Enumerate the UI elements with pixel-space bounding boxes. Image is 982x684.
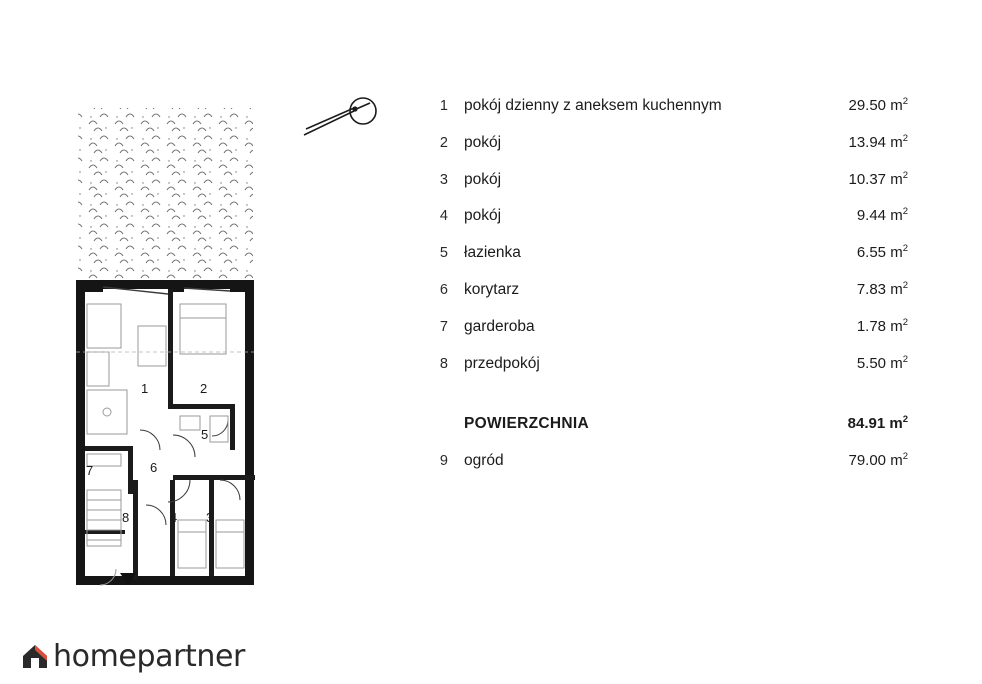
logo-text: homepartner [53,638,245,674]
legend-room-name: przedpokój [464,354,540,372]
legend-area-exponent: 2 [902,169,908,181]
legend-area [788,354,908,372]
legend-area-value: 10.37 [848,170,887,188]
legend-area-unit: m [890,280,903,298]
legend-area [788,243,908,261]
total-area-value [788,414,908,432]
legend-row [418,280,908,317]
garden-area [78,108,253,280]
legend-room-name: pokój dzienny z aneksem kuchennym [464,97,722,114]
total-area-label: POWIERZCHNIA [464,415,590,433]
legend-area-value: 5.50 [856,354,887,372]
total-area-row [418,414,908,451]
legend-row [418,243,908,280]
legend-area-unit: m [890,133,903,151]
legend-row [418,96,908,133]
legend-area-exponent: 2 [902,279,908,291]
room-number-7: 7 [86,463,94,478]
total-area-number: 84.91 [847,415,886,433]
legend-row [418,317,908,354]
legend-area-exponent: 2 [902,132,908,144]
legend-area [788,317,908,335]
legend-row [418,170,908,207]
room-number-3: 3 [206,510,214,525]
homepartner-logo [18,636,245,676]
legend-number: 4 [439,208,448,225]
room-legend [418,96,908,488]
legend-room-name: łazienka [464,244,521,262]
legend-row [418,354,908,391]
legend-area [788,280,908,298]
legend-area-exponent: 2 [902,96,908,107]
legend-room-name: pokój [464,170,502,188]
legend-room-name: pokój [464,207,502,225]
room-number-2: 2 [200,381,208,396]
room-number-labels [86,381,213,525]
legend-area-value: 29.50 [848,97,887,114]
house-icon [18,639,52,673]
legend-area-exponent: 2 [902,243,908,255]
legend-area-unit: m [890,317,903,335]
legend-room-name: ogród [464,452,504,470]
furniture [87,304,244,568]
legend-room-name: pokój [464,133,502,151]
legend-area [788,170,908,188]
legend-row [418,451,908,488]
room-number-5: 5 [201,427,209,442]
legend-area [788,206,908,224]
legend-area-unit: m [890,244,903,262]
legend-number: 2 [439,134,448,151]
legend-row [418,206,908,243]
legend-number: 3 [439,171,448,188]
legend-area-exponent: 2 [902,353,908,365]
legend-area-value: 1.78 [856,317,887,335]
legend-number: 7 [439,318,448,335]
legend-number: 1 [439,98,448,114]
legend-area [788,133,908,151]
floor-plan [60,90,270,590]
total-area-exponent: 2 [902,414,908,426]
legend-area [788,96,908,114]
legend-number: 6 [439,281,448,298]
legend-area-unit: m [890,452,903,470]
legend-area-exponent: 2 [902,206,908,218]
legend-area-unit: m [890,170,903,188]
legend-area-unit: m [890,97,903,114]
legend-area-unit: m [890,354,903,372]
legend-number: 8 [439,355,448,372]
legend-area-value: 6.55 [856,244,887,262]
room-number-8: 8 [122,510,130,525]
legend-row [418,133,908,170]
legend-area-value: 7.83 [856,280,887,298]
legend-room-name: garderoba [464,317,535,335]
room-number-4: 4 [170,510,178,525]
legend-area-exponent: 2 [902,316,908,328]
room-number-1: 1 [141,381,149,396]
total-area-unit: m [889,415,903,433]
legend-area-unit: m [890,207,903,225]
legend-room-name: korytarz [464,280,520,298]
legend-area-value: 9.44 [856,207,887,225]
north-arrow [300,95,390,145]
legend-area-exponent: 2 [902,451,908,463]
legend-number: 9 [439,453,448,470]
legend-area-value: 13.94 [848,133,887,151]
legend-area-value: 79.00 [848,452,887,470]
legend-number: 5 [439,245,448,262]
legend-area [788,451,908,469]
room-number-6: 6 [150,460,158,475]
